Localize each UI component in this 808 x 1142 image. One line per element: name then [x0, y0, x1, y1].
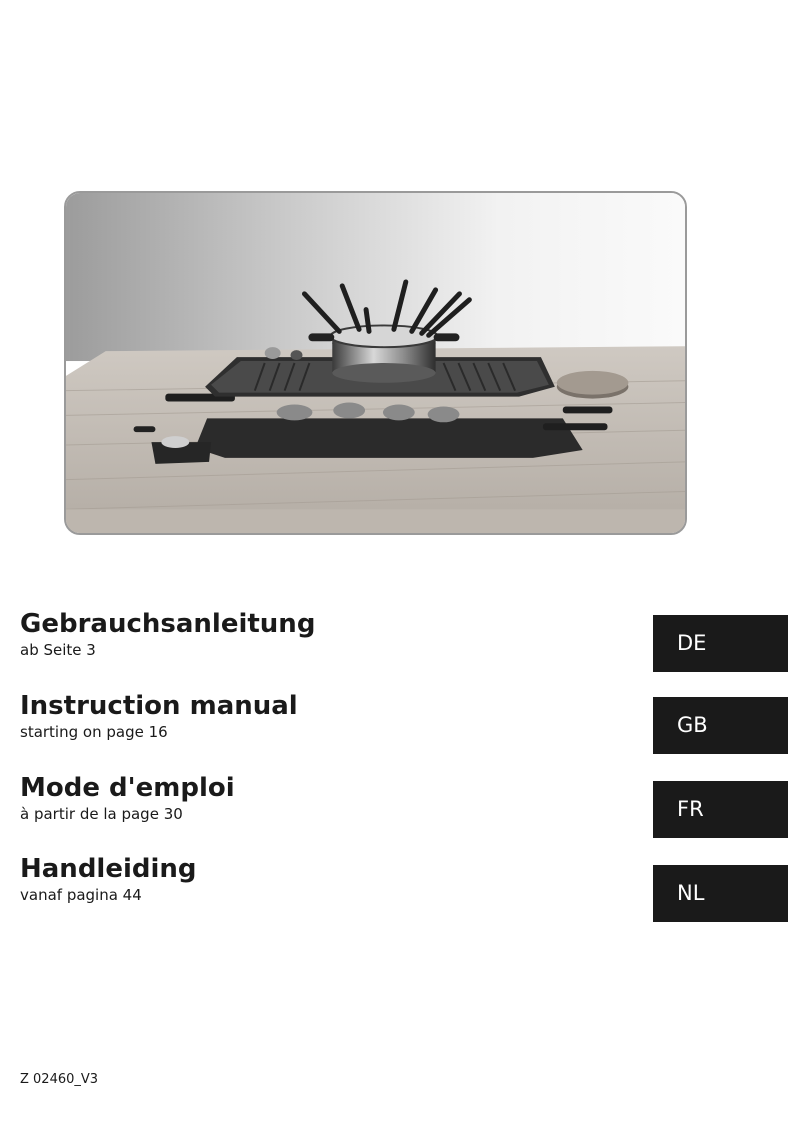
section-subtitle: starting on page 16	[20, 723, 168, 741]
section-subtitle: vanaf pagina 44	[20, 886, 142, 904]
section-title: Handleiding	[20, 854, 197, 884]
section-fr	[20, 772, 235, 824]
section-title: Gebrauchsanleitung	[20, 609, 316, 639]
language-code-box: FR	[653, 781, 788, 838]
language-code-box: GB	[653, 697, 788, 754]
section-subtitle: ab Seite 3	[20, 641, 96, 659]
section-title: Mode d'emploi	[20, 773, 235, 803]
section-nl	[20, 853, 197, 905]
section-gb	[20, 690, 298, 742]
document-code: Z 02460_V3	[20, 1072, 99, 1087]
section-subtitle: à partir de la page 30	[20, 805, 183, 823]
language-code-box: NL	[653, 865, 788, 922]
raclette-fondue-illustration	[66, 193, 685, 533]
section-title: Instruction manual	[20, 691, 298, 721]
product-photo	[64, 191, 687, 535]
section-de	[20, 608, 315, 660]
language-code-box: DE	[653, 615, 788, 672]
